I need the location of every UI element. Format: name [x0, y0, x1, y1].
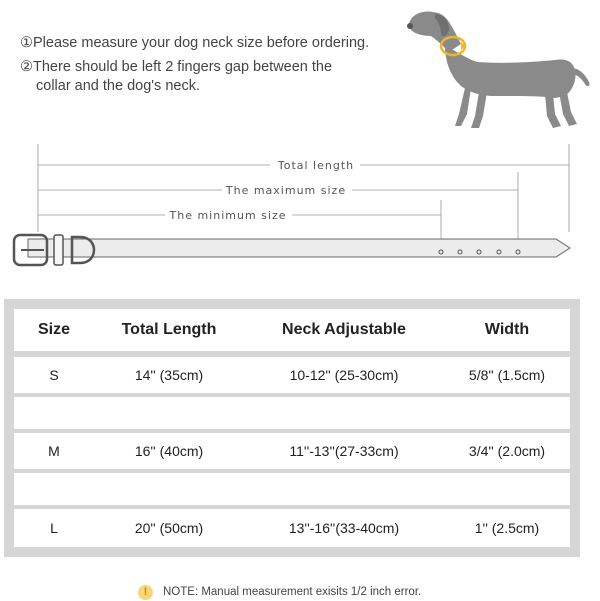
- header-size: Size: [37, 321, 70, 338]
- total-length-cell: 14'' (35cm): [134, 367, 204, 383]
- measurement-note: [138, 583, 421, 601]
- total-length-cell: 16'' (40cm): [134, 443, 204, 459]
- maximum-size-label: The maximum size: [225, 184, 347, 197]
- warning-icon: !: [138, 585, 153, 600]
- header-total-length: Total Length: [121, 321, 217, 338]
- width-cell: 3/4'' (2.0cm): [468, 443, 546, 459]
- width-cell: 1'' (2.5cm): [474, 520, 540, 536]
- dog-illustration: [405, 6, 595, 136]
- neck-adjustable-cell: 13''-16''(33-40cm): [288, 520, 400, 536]
- width-cell: 5/8'' (1.5cm): [468, 367, 546, 383]
- size-cell: L: [50, 520, 58, 536]
- instruction-gap: ②There should be left 2 fingers gap between the: [20, 59, 333, 75]
- table-row-l: [14, 509, 570, 547]
- table-header-row: [14, 309, 570, 351]
- table-spacer-row: [14, 473, 570, 505]
- header-neck-adjustable: Neck Adjustable: [282, 321, 406, 338]
- size-cell: S: [49, 367, 59, 383]
- neck-adjustable-cell: 10-12'' (25-30cm): [289, 367, 399, 383]
- table-spacer-row: [14, 397, 570, 429]
- table-row-m: [14, 433, 570, 469]
- total-length-label: Total length: [277, 159, 355, 172]
- minimum-size-label: The minimum size: [169, 209, 287, 222]
- collar-diagram: [0, 138, 600, 278]
- total-length-cell: 20'' (50cm): [134, 520, 204, 536]
- size-cell: M: [48, 443, 60, 459]
- table-row-s: [14, 357, 570, 393]
- collar-strap: [14, 235, 570, 265]
- instruction-gap-continued: collar and the dog's neck.: [36, 78, 200, 94]
- note-text: NOTE: Manual measurement exisits 1/2 inch error.: [163, 586, 422, 598]
- neck-adjustable-cell: 11''-13''(27-33cm): [289, 443, 399, 459]
- size-table: [4, 299, 580, 557]
- instruction-measure: ①Please measure your dog neck size before ordering.: [20, 35, 370, 51]
- header-width: Width: [484, 321, 530, 338]
